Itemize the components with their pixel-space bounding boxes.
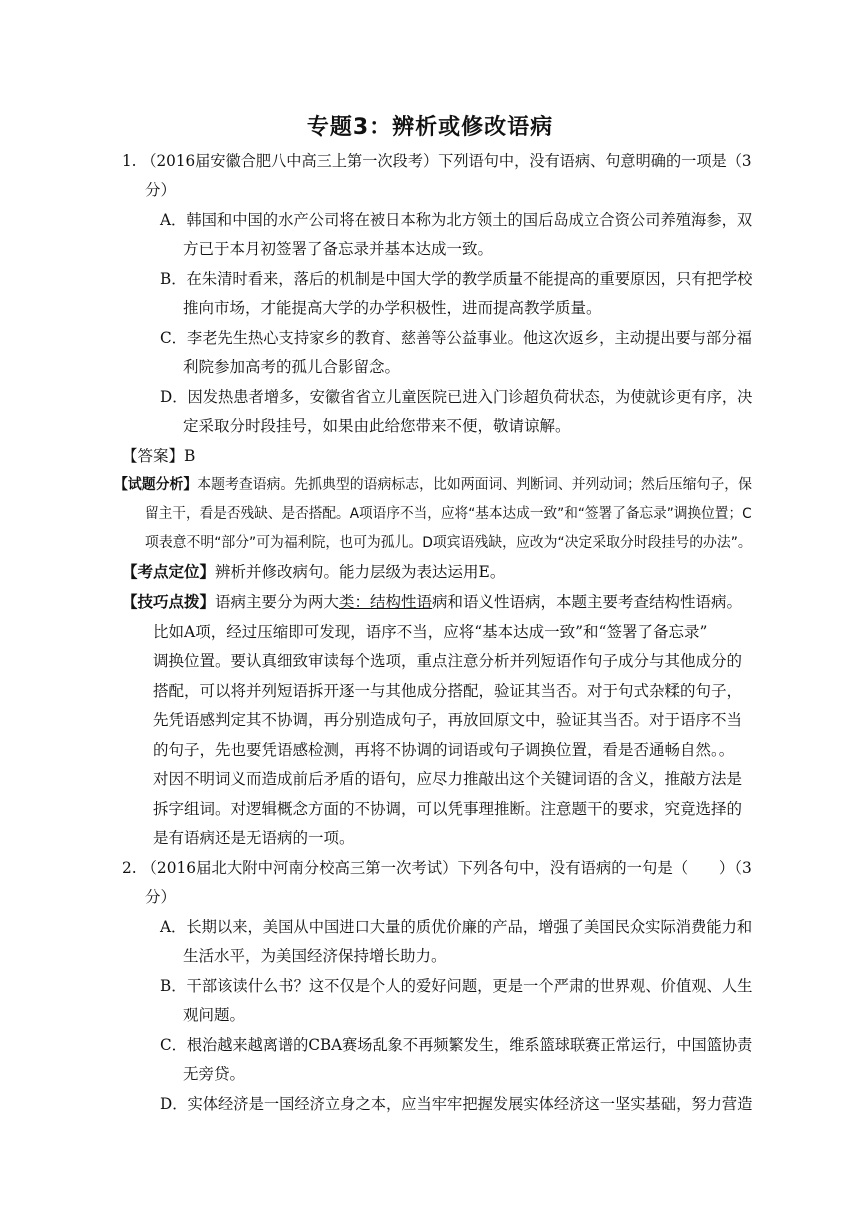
jiqiao-body-line: 拆字组词。对逻辑概念方面的不协调，可以凭事理推断。注意题干的要求，究竟选择的 (153, 800, 743, 818)
q2-option-a-cont: 生活水平，为美国经济保持增长助力。 (183, 947, 447, 965)
analysis-line-1 (114, 475, 752, 495)
kaodian-label: 【考点定位】 (122, 562, 216, 581)
jiqiao-body-line: 比如A项，经过压缩即可发现，语序不当，应将“基本达成一致”和“签署了备忘录” (153, 623, 708, 641)
jiqiao-body-line: 先凭语感判定其不协调，再分别造成句子，再放回原文中，验证其当否。对于语序不当 (153, 711, 743, 729)
q2-option-d: D．实体经济是一国经济立身之本，应当牢牢把握发展实体经济这一坚实基础，努力营造 (160, 1095, 753, 1113)
answer-value: B (184, 447, 196, 465)
q2-option-c: C．根治越来越离谱的CBA赛场乱象不再频繁发生，维系篮球联赛正常运行，中国篮协责 (160, 1036, 753, 1054)
q2-option-b-cont: 观问题。 (183, 1006, 246, 1024)
analysis-label: 【试题分析】 (114, 477, 198, 493)
q1-option-b-cont: 推向市场，才能提高大学的办学积极性，进而提高教学质量。 (183, 299, 602, 317)
kaodian-line (122, 562, 505, 582)
analysis-line-3: 项表意不明“部分”可为福利院，也可为孤儿。D项宾语残缺，应改为“决定采取分时段挂号的办法”。 (145, 535, 752, 551)
q1-option-c: C．李老先生热心支持家乡的教育、慈善等公益事业。他这次返乡，主动提出要与部分福 (160, 329, 752, 347)
q2-option-c-cont: 无旁贷。 (183, 1065, 246, 1083)
q2-option-a: A．长期以来，美国从中国进口大量的质优价廉的产品，增强了美国民众实际消费能力和 (160, 918, 753, 936)
q1-option-b: B．在朱清时看来，落后的机制是中国大学的教学质量不能提高的重要原因，只有把学校 (160, 270, 753, 288)
jiqiao-text-pre: 语病主要分为两大 (215, 593, 340, 611)
jiqiao-body-line: 的句子，先也要凭语感检测，再将不协调的词语或句子调换位置，看是否通畅自然。。 (153, 741, 735, 759)
q1-option-a-cont: 方已于本月初签署了备忘录并基本达成一致。 (183, 240, 494, 258)
analysis-text-1: 本题考查语病。先抓典型的语病标志，比如两面词、判断词、并列动词；然后压缩句子，保 (197, 477, 752, 493)
question-1-stem: 1. （2016届安徽合肥八中高三上第一次段考）下列语句中，没有语病、句意明确的一项是（3 (122, 152, 752, 170)
page-title: 专题3：辨析或修改语病 (306, 115, 554, 140)
jiqiao-body-line: 对因不明词义而造成前后矛盾的语句，应尽力推敲出这个关键词语的含义，推敲方法是 (153, 770, 743, 788)
question-2-stem: 2. （2016届北大附中河南分校高三第一次考试）下列各句中，没有语病的一句是（ ）（3 (122, 859, 752, 877)
jiqiao-label: 【技巧点拨】 (122, 592, 216, 611)
jiqiao-text-post: 病和语义性语病，本题主要考查结构性语病。 (432, 593, 743, 611)
jiqiao-body-line: 调换位置。要认真细致审读每个选项，重点注意分析并列短语作句子成分与其他成分的 (153, 652, 743, 670)
q1-option-d: D．因发热患者增多，安徽省省立儿童医院已进入门诊超负荷状态，为使就诊更有序，决 (160, 388, 753, 406)
kaodian-text: 辨析并修改病句。能力层级为表达运用E。 (215, 563, 506, 581)
answer-line (122, 446, 195, 466)
jiqiao-text-underlined: 类：结构性语 (339, 593, 433, 611)
q1-option-c-cont: 利院参加高考的孤儿合影留念。 (183, 358, 401, 376)
q1-option-a: A．韩国和中国的水产公司将在被日本称为北方领土的国后岛成立合资公司养殖海参，双 (160, 211, 753, 229)
answer-label: 【答案】 (122, 447, 185, 465)
jiqiao-line (122, 592, 742, 612)
q2-option-b: B．干部该读什么书？这不仅是个人的爱好问题，更是一个严肃的世界观、价值观、人生 (160, 977, 753, 995)
question-1-stem-cont: 分） (145, 181, 177, 199)
jiqiao-body-line: 是有语病还是无语病的一项。 (153, 829, 355, 847)
jiqiao-body-line: 搭配，可以将并列短语拆开逐一与其他成分搭配，验证其当否。对于句式杂糅的句子， (153, 682, 743, 700)
q1-option-d-cont: 定采取分时段挂号，如果由此给您带来不便，敬请谅解。 (183, 417, 571, 435)
question-2-stem-cont: 分） (145, 888, 177, 906)
analysis-line-2: 留主干，看是否残缺、是否搭配。A项语序不当，应将“基本达成一致”和“签署了备忘录”调换位置；C (145, 506, 752, 522)
